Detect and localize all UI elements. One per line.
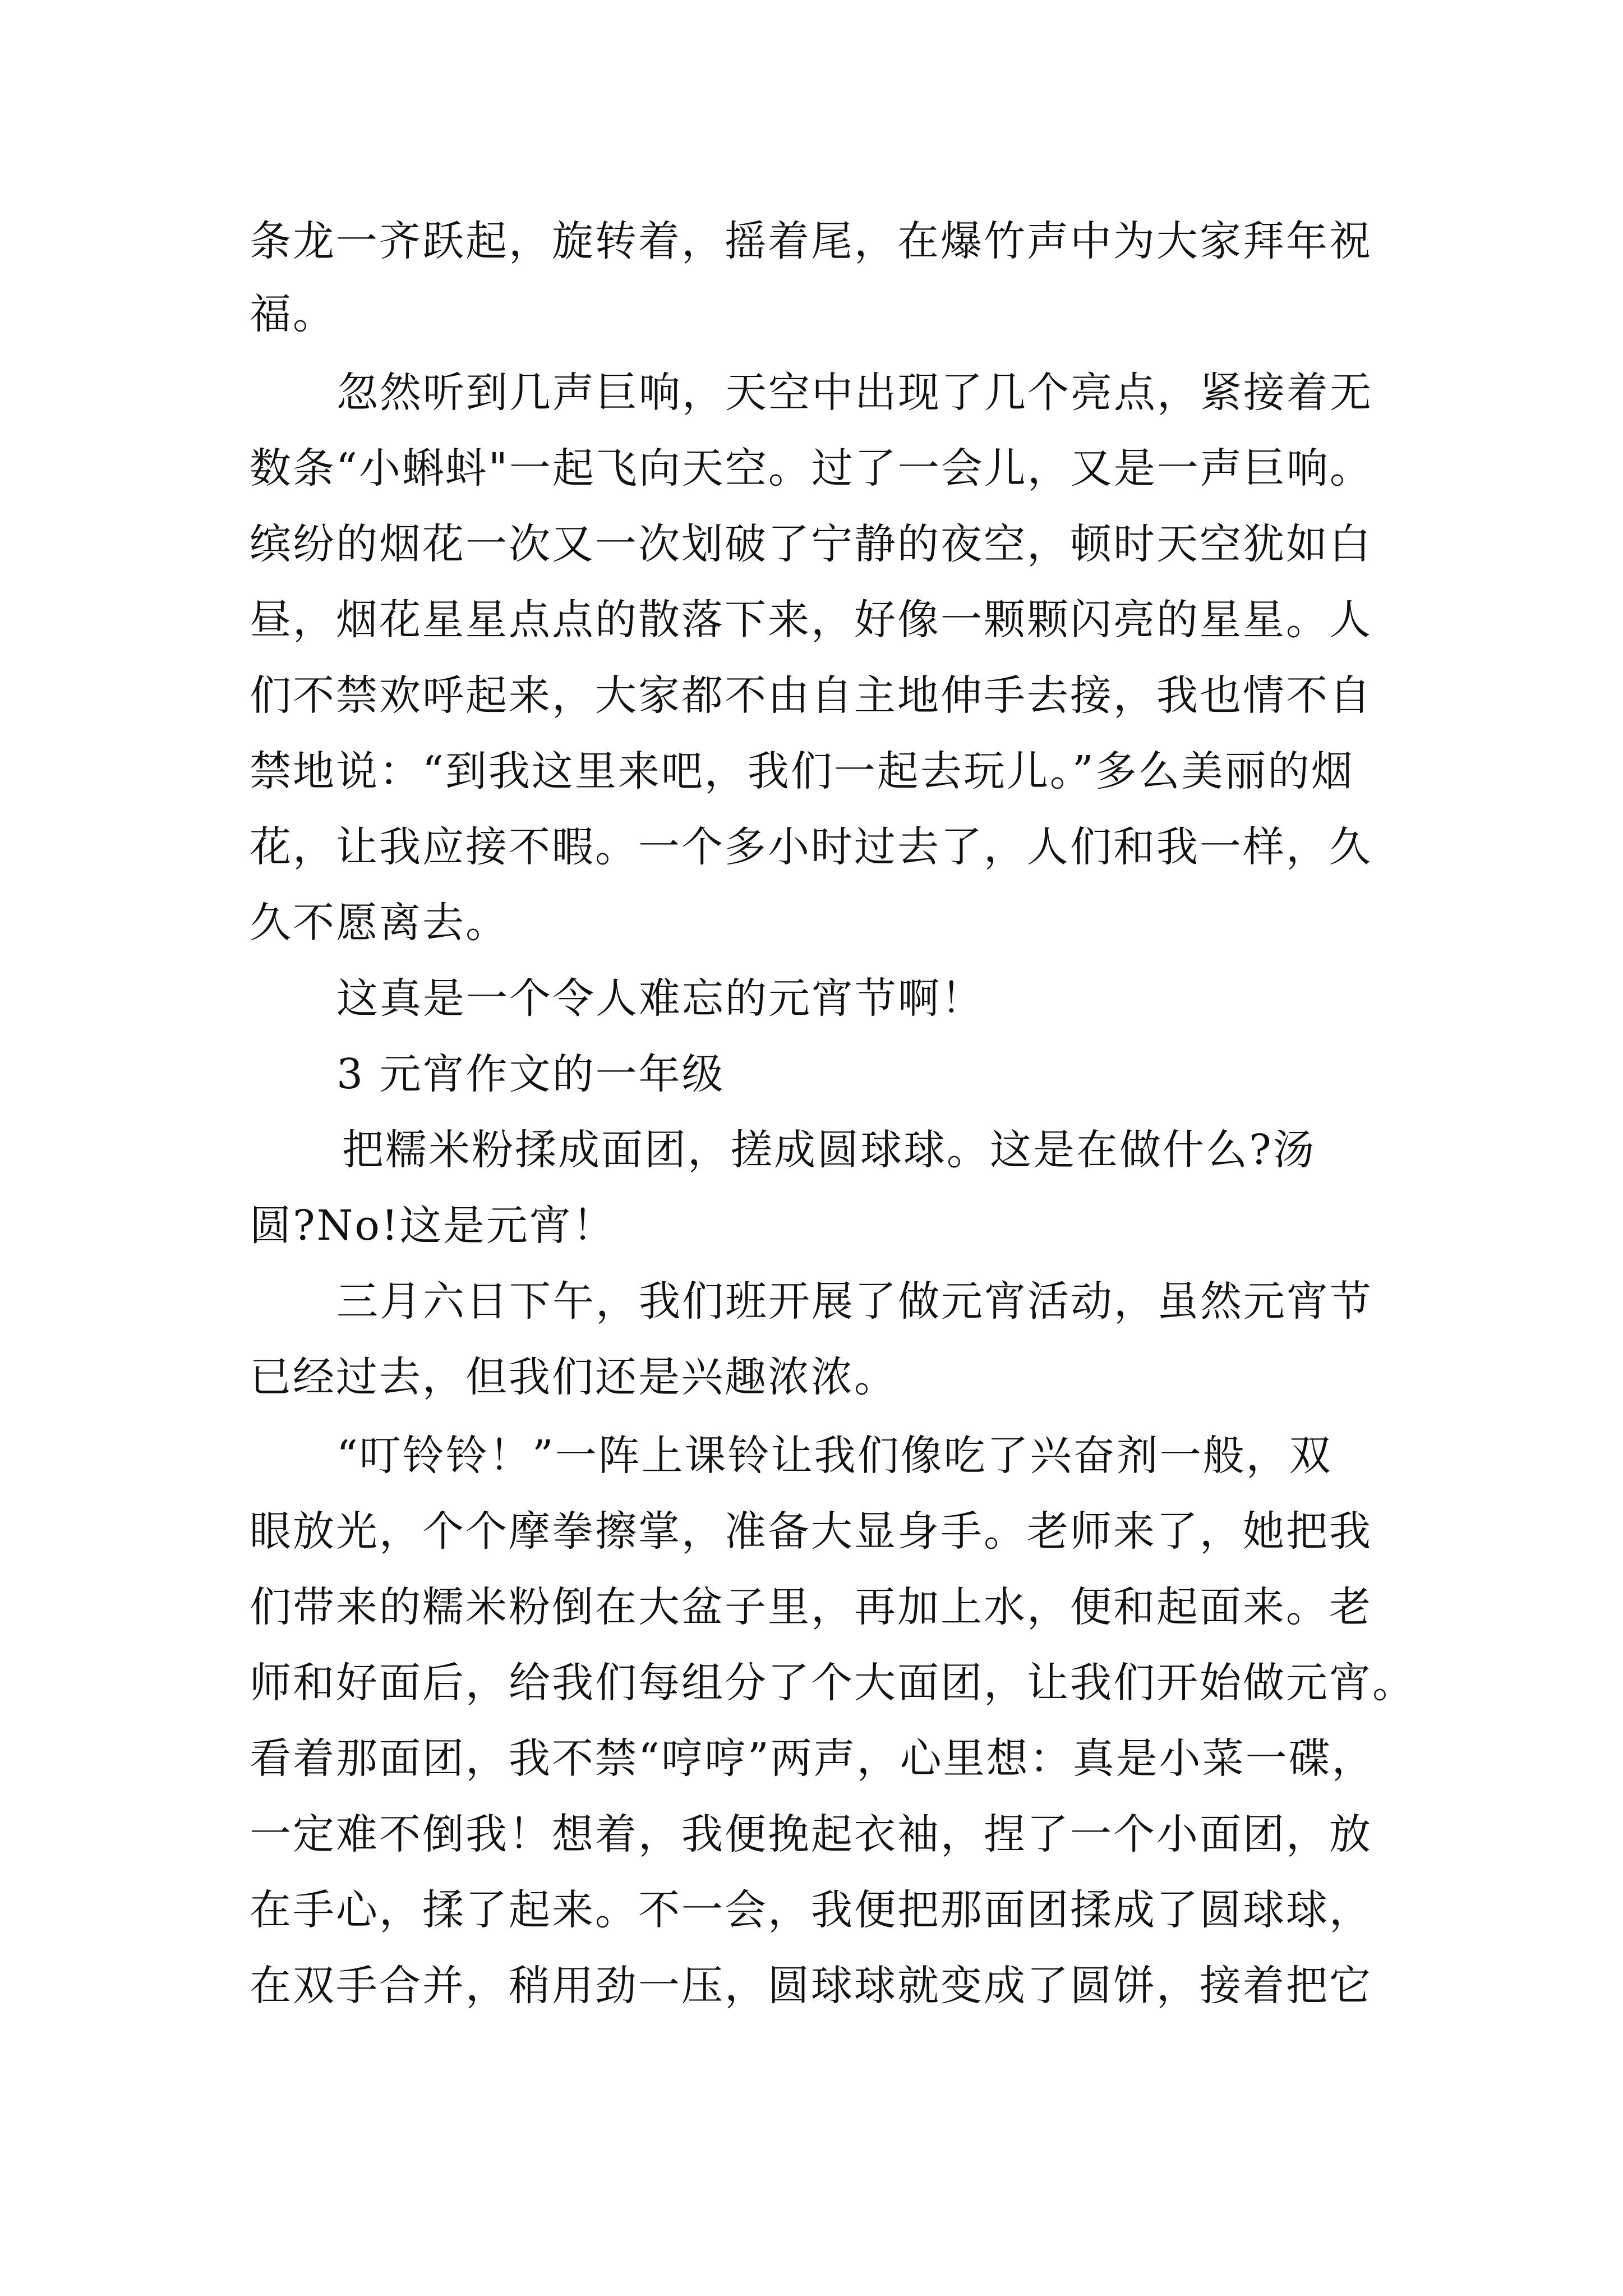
text-line: 忽然听到几声巨响，天空中出现了几个亮点，紧接着无 <box>336 369 1373 417</box>
text-line: 花，让我应接不暇。一个多小时过去了，人们和我一样，久 <box>250 823 1372 871</box>
text-line: 在双手合并，稍用劲一压，圆球球就变成了圆饼，接着把它 <box>250 1962 1372 2010</box>
text-line: 数条“小蝌蚪"一起飞向天空。过了一会儿，又是一声巨响。 <box>250 444 1373 493</box>
text-line: 圆?No!这是元宵！ <box>250 1202 616 1250</box>
text-line: 们带来的糯米粉倒在大盆子里，再加上水，便和起面来。老 <box>250 1583 1372 1631</box>
text-line: 缤纷的烟花一次又一次划破了宁静的夜空，顿时天空犹如白 <box>250 520 1372 568</box>
text-line: 这真是一个令人难忘的元宵节啊！ <box>336 974 984 1023</box>
text-line: 已经过去，但我们还是兴趣浓浓。 <box>250 1353 897 1401</box>
text-line: 条龙一齐跃起，旋转着，摇着尾，在爆竹声中为大家拜年祝 <box>250 217 1372 265</box>
text-line: 看着那面团，我不禁“哼哼”两声，心里想：真是小菜一碟， <box>250 1734 1375 1783</box>
text-line: 在手心，揉了起来。不一会，我便把那面团揉成了圆球球， <box>250 1886 1372 1934</box>
text-line: 们不禁欢呼起来，大家都不由自主地伸手去接，我也情不自 <box>250 671 1372 720</box>
text-line: 久不愿离去。 <box>250 899 509 947</box>
text-line: 师和好面后，给我们每组分了个大面团，让我们开始做元宵。 <box>250 1659 1415 1707</box>
text-line: 福。 <box>250 290 336 338</box>
text-line: 昼，烟花星星点点的散落下来，好像一颗颗闪亮的星星。人 <box>250 596 1372 644</box>
text-line: 一定难不倒我！想着，我便挽起衣袖，捏了一个小面团，放 <box>250 1810 1372 1858</box>
text-line: 禁地说：“到我这里来吧，我们一起去玩儿。”多么美丽的烟 <box>250 747 1354 795</box>
text-line: 眼放光，个个摩拳擦掌，准备大显身手。老师来了，她把我 <box>250 1507 1372 1556</box>
text-line: 三月六日下午，我们班开展了做元宵活动，虽然元宵节 <box>336 1277 1373 1326</box>
text-line: 把糯米粉揉成面团，搓成圆球球。这是在做什么?汤 <box>342 1126 1316 1174</box>
text-line: “叮铃铃！”一阵上课铃让我们像吃了兴奋剂一般，双 <box>336 1432 1332 1480</box>
section-heading: 3 元宵作文的一年级 <box>336 1050 725 1098</box>
